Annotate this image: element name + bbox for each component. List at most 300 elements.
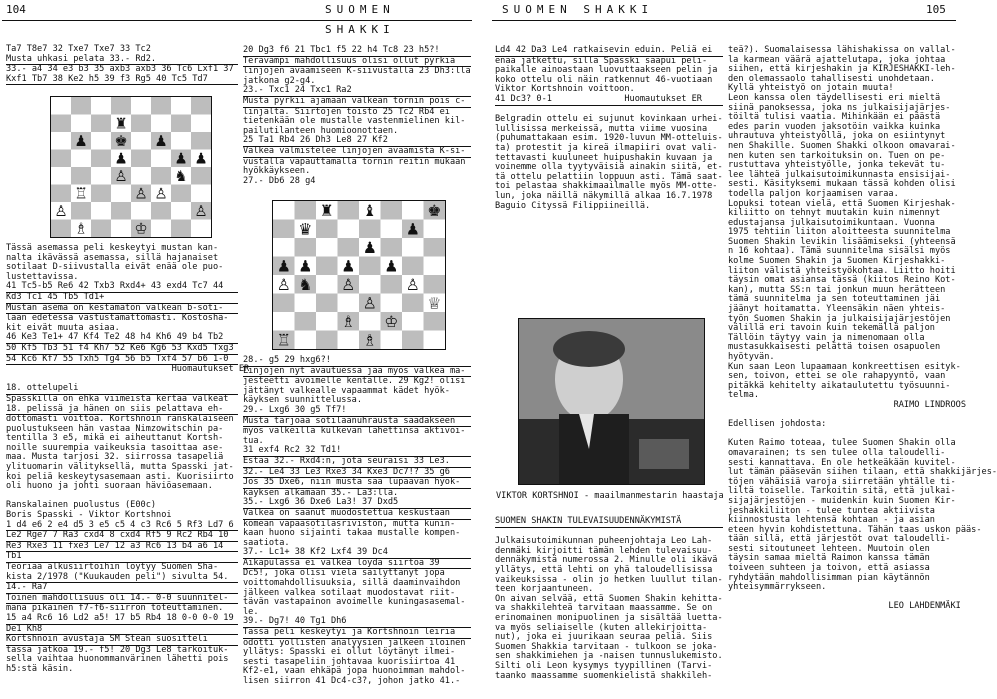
chess-piece: ♙ [114,167,128,185]
chess-piece: ♝ [362,200,377,220]
text-line: tävän vastapainon avoimelle kuningasasemal- [243,597,466,608]
text-line: SUOMEN SHAKIN TULEVAISUUDENNÄKYMISTÄ [495,517,723,528]
board-square [91,185,111,203]
text-line: 1 d4 e6 2 e4 d5 3 e5 c5 4 c3 Rc6 5 Rf3 Ld7 6 [6,521,238,532]
text-line: tua. [243,435,264,446]
text-line: Kyllä yhteistyö on jotain muuta! [728,83,894,94]
text-line: koi peliä keskeytysasemaan asti. Kuorisiirto [6,471,234,482]
text-line: Julkaisutoimikunnan puheenjohtaja Leo Lah- [495,536,713,547]
chess-piece: ♕ [427,293,442,313]
board-square [273,312,295,331]
column-1-bottom-text [6,243,250,696]
text-line: Linjojen nyt avautuessa jää myös valkea ma- [243,367,471,378]
text-line: Musta tarjoaa sotilaanuhrausta saadakseen [243,417,471,428]
text-line: enää jatkettu, sillä Spasski saapui peli- [495,55,708,66]
text-line: ryhdytään mahdollisimman pian käytännön [728,572,930,583]
text-line: mana pikainen f7-f6-siirron toteuttaminen. [6,603,224,614]
text-line: yhteisymmärrykseen. [728,582,827,593]
board-square [131,150,151,168]
text-line: Valkea valmistelee linjojen avaamista K-si- [243,147,471,158]
chess-piece: ♔ [384,311,399,331]
text-line: ylituomarin välityksellä, mutta Spasski jat- [6,462,234,473]
column-4-text [728,45,997,697]
text-line: jesteetti avoimelle kentälle. 29 Kg2! olisi [243,376,466,387]
text-line: tietenkään ole mustalle vastenmielinen kil- [243,116,466,127]
board-square [131,132,151,150]
text-line: Ta7 T8e7 32 Txe7 Txe7 33 Tc2 [6,44,151,54]
kortshnoi-photo [518,318,705,485]
text-line: tään sillä, että järjestöt ovat taloudelli- [728,534,951,545]
text-line: edustajansa julkaisutoimikuntaan. Vuonna [728,217,935,228]
text-line: kista 2/1978 ("Kuukauden peli") sivulta 54. [6,573,238,584]
chess-piece: ♚ [427,200,442,220]
chess-piece: ♖ [74,184,88,203]
chess-piece: ♟ [194,149,208,168]
chess-piece: ♙ [54,202,68,220]
text-line: jättänyt valkealle vapaammat kädet hyök- [243,385,450,396]
chess-piece: ♛ [298,219,313,239]
text-line: tä ottelu pelattiin loppuun asti. Tämä saat- [495,171,723,182]
text-line: 54 Kc6 Kf7 55 Txh5 Tg4 56 b5 Txf4 57 b6 1-0 [6,355,238,366]
board-square [71,150,91,168]
chess-piece: ♚ [114,132,128,150]
text-line: 31 exf4 Rc2 32 Td1! [243,446,471,457]
chess-piece: ♙ [154,184,168,203]
chess-piece: ♟ [74,132,88,150]
text-line: sotilaat D-siivustalla eivät enää ole puo- [6,262,224,273]
chess-piece: ♙ [194,202,208,220]
chess-piece: ♙ [362,293,377,313]
board-square [381,201,403,220]
text-line: mustasukkaisesti pelättä toisen osapuolen [728,342,941,353]
board-square [51,167,71,185]
text-line: Spasskilla on ehkä viimeistä kertaa valkeat [6,393,229,404]
board-square [273,220,295,239]
text-line: va myös seliaiselle (kuten allekirjoitta- [495,622,708,633]
text-line: 37.- Lc1+ 38 Kf2 Lxf4 39 Dc4 [243,548,471,559]
text-line: 14.- Ra7 [6,583,238,594]
text-line: Belgradin ottelu ei sujunut kovinkaan urhei- [495,114,723,125]
text-line: voinemme olla tyytyväisiä ainakin siitä, et- [495,162,723,173]
chess-piece: ♜ [114,114,128,133]
text-line: jälkeen valkea sotilaat muodostavat riit- [243,587,456,598]
chess-piece: ♜ [319,200,334,220]
board-square [381,331,403,350]
text-line: den olemassaolo tahallisesti unohdetaan. [728,73,935,84]
text-line: lut tämän pääsevän siihen tilaan, että shakkijärjes- [728,467,997,478]
board-square [91,132,111,150]
board-square [338,331,360,350]
chess-piece: ♟ [174,149,188,168]
board-square [51,115,71,133]
board-square [51,150,71,168]
board-square [91,150,111,168]
text-line: Toinen mahdollisuus oli 14.- 0-0 suunnitel- [6,594,238,605]
board-square [381,220,403,239]
text-line: töjen vähäisiä varoja siirretään yhtälle ti- [728,476,956,487]
text-line: välillä eri tavoin kuin tekemällä paljon [728,323,935,334]
board-square [51,220,71,238]
text-line: Re3 Rxe3 11 fxe3 Le7 12 a3 Rc6 13 b4 a6 14 [6,542,238,553]
text-line: erinomainen monipuolinen ja sisältää luetta- [495,612,723,623]
board-square [71,97,91,115]
text-line: dottomasti voittoa. Kortshnoin ranskalaiseen [6,414,234,425]
text-line: Boris Spasski - Viktor Kortshnoi [6,510,172,521]
text-line: Aikapulassa ei valkea löydä siirtoa 39 [243,559,471,570]
text-line: nut), joka ei juurikaan seuraa peliä. Siis [495,632,713,643]
board-square [131,202,151,220]
text-line: Kortshnoin avustaja SM Stean suositteli [6,635,238,646]
board-square [316,275,338,294]
text-line: sen shakkimiehen ja -naisen tunnuslukemisto. [495,651,723,662]
text-line: teen korjaantuneen. [495,584,594,595]
board-square [171,202,191,220]
board-square [151,115,171,133]
chess-piece: ♗ [362,330,377,350]
chess-piece: ♗ [341,311,356,331]
chess-piece: ♞ [174,167,188,185]
board-square [51,97,71,115]
text-line: myös valkeilla kulkevan lähettinsä aktivoi- [243,426,466,437]
text-line: Kuten Raimo toteaa, tulee Suomen Shakin olla [728,438,956,449]
text-line: De1 Kh8 [6,625,238,636]
text-line: koko ottelu oli näin ratkennut 46-vuotiaan [495,74,713,85]
text-line: 20 Dg3 f6 21 Tbc1 f5 22 h4 Tc8 23 h5?! [243,46,471,57]
text-line: Teoriaa alkusiirtoihin löytyy Suomen Sha- [6,562,219,572]
chess-piece: ♟ [341,256,356,276]
chess-piece: ♙ [276,274,291,294]
board-square [71,167,91,185]
text-line: Dc5!, joka olisi vielä säilyttänyt jopa [243,568,445,579]
board-square [381,275,403,294]
text-line: va shakkilehteä tarvitaan maassamme. Se on [495,603,713,614]
text-line: tässä jatkoa 19.- f5! 20 Dg3 Le8 tarkoituk- [6,644,229,655]
text-line: 32.- Le4 33 Le3 Rxe3 34 Kxe3 Dc7!? 35 g6 [243,468,471,479]
text-line: sesti sitoutuneet lehteen. Muutoin olen [728,543,930,554]
text-line: Le2 Rge7 7 Ra3 cxd4 8 cxd4 Rf5 9 Rc2 Rb4 10 [6,531,238,542]
text-line: Tällöin täytyy vain ja nimenomaan olla [728,332,925,343]
board-square [316,312,338,331]
chess-piece: ♞ [298,274,313,294]
text-line: uhrautuva yhteistyöllä, joka on esiintynyt [728,131,946,142]
board-square [424,220,446,239]
board-square [316,257,338,276]
text-line: käyksen suunnittelussa. [243,395,362,406]
text-line: Musta uhkasi pelata 33.- Rd2. [6,55,238,66]
text-line: käyksen alkamaan 35.- La3:lla. [243,487,399,498]
left-running-title: SUOMEN SHAKKI [325,3,395,36]
text-line: Leon kanssa olen täydellisesti eri mieltä [728,92,941,103]
text-line: rustuttava yhteistyölle, jonka tekevät tu- [728,160,946,171]
text-line: tettavasti kuuluneet huipushakin kuvaan ja [495,152,713,163]
text-line: Estää 32.- Rxd4:n, jota seuraisi 33 Le3. [243,457,471,468]
text-line: toiveen suhteen ja toivon, että asiassa [728,563,930,574]
text-line: Suomen Shakin levikin lisäämiseksi (yhteensä [728,236,956,247]
text-line: jäänyt hoitamatta. Yleensäkin näen yhteis- [728,304,946,315]
text-line: sen, toivon, ettei se ole rahapyyntö, vaan [728,371,946,382]
board-square [338,294,360,313]
text-line: Viktor Kortshnoin voittoon. [495,84,635,95]
text-line: taanko maassamme suomenkielistä shakkileh- [495,670,713,681]
text-line: Silti oli Leon kysymys tyypillinen (Tarvi- [495,660,713,671]
text-line: Tässä peli keskeytyi ja Kortshnoin leiriä [243,628,471,639]
text-line: maa. Musta tarjosi 32. siirrossa tasapeliä [6,452,224,463]
chess-piece: ♔ [134,219,148,238]
chess-piece: ♙ [405,274,420,294]
text-line: Ranskalainen puolustus (E00c) [6,500,157,511]
board-square [381,238,403,257]
text-line: todella paljon korjaamisen varaa. [728,188,899,199]
text-line: sesti tasapeliin johtavaa kuorisiirtoa 41 [243,656,456,667]
text-line: jatkona g2-g4. [243,75,316,86]
board-square [171,185,191,203]
board-square [131,115,151,133]
board-square [191,115,211,133]
board-square [338,220,360,239]
text-line: 35.- Lxg6 36 Dxe6 La3! 37 Dxd5 [243,498,471,509]
text-line: saatiota. [243,537,290,548]
text-line: kit eivät muuta asiaa. [6,322,120,333]
text-line: Suomen Shakkia tarvitaan - tulkoon se joka- [495,641,718,652]
board-square [402,257,424,276]
text-line: 1975 tehtiin liiton aloitteesta suunnitelma [728,227,951,238]
text-line: Kun saan Leon lupaamaan konkreettisen esityk- [728,361,961,372]
text-line: hyötyvän. [728,352,775,362]
text-line: tämä suunnitelma ja sen toteuttaminen jäi [728,294,941,305]
text-line: 41 Tc5-b5 Re6 42 Txb3 Rxd4+ 43 exd4 Tc7 44 [6,282,238,293]
board-square [273,294,295,313]
text-line: kiinnostusta lehtensä kohtaan - ja asian [728,515,935,526]
text-line: dennäkymistä numerossa 2. Minulle oli ikävä [495,555,718,566]
text-line: yllätys: Spasski ei ollut löytänyt ilmei- [243,647,456,658]
text-line: 27.- Db6 28 g4 [243,175,316,186]
text-line: Kxf1 Tb7 38 Ke2 h5 39 f3 Rg5 40 Tc5 Td7 [6,75,238,86]
right-page-header [490,0,960,20]
text-line: Baguio Cityssä Filippiineillä. [495,200,651,211]
text-line: (puhumattakaan esim. 1920-luvun MM-otteluis- [495,133,723,144]
text-line: 28.- g5 29 hxg6?! [243,356,471,367]
right-header-rule [492,20,956,21]
text-line: Valkea on saanut muodostettua keskustaan [243,509,471,520]
board-square [338,201,360,220]
board-square [402,201,424,220]
column-2-top-text [243,46,471,186]
chess-piece: ♟ [298,256,313,276]
board-square [359,220,381,239]
text-line: oli huono ja johti suoraan häviöasemaan. [6,481,213,492]
board-square [51,185,71,203]
text-line: lullisissa merkeissä, mutta viime vuosina [495,123,708,134]
text-line: Terävämpi mahdollisuus olisi ollut pyrkiä [243,57,471,68]
text-line: nen Shakille. Suomen Shakki olkoon omavarai- [728,140,956,151]
chess-piece: ♗ [74,219,88,238]
board-square [131,97,151,115]
text-line: noille suurempia vaikeuksia tasoittaa ase- [6,442,224,453]
board-square [381,294,403,313]
board-square [91,115,111,133]
text-line: voittomahdollisuuksia, sillä daaminvaihdon [243,578,461,589]
text-line: sella vaihtaa huonommanvärinen lähetti pois [6,654,229,665]
text-line: linjojen avaamiseen K-siivustalla 23 Dh3:lla [243,66,471,77]
text-line: Tässä asemassa peli keskeytyi mustan kan- [6,243,219,253]
text-line: vaikeuksissa - olin jo hetken luullut tilan- [495,574,723,585]
text-line: 23.- Txc1 24 Txc1 Ra2 [243,86,471,97]
board-square [171,220,191,238]
chess-board-2-svg [273,201,445,349]
column-3-bottom-text [495,517,723,697]
chess-piece: ♟ [114,149,128,168]
board-square [424,238,446,257]
text-line: Kf2-e1, vaan ehkäpä jopa huonoimman mahdol- [243,666,466,677]
board-square [316,331,338,350]
board-square [131,167,151,185]
board-square [71,115,91,133]
chess-board-1-svg [51,97,211,237]
board-square [295,312,317,331]
board-square [71,202,91,220]
text-line: ta) protestit ja kireä ilmapiiri ovat vali- [495,142,718,153]
text-line: sesti kannattava. En ole hetkeäkään kuvitel- [728,457,956,468]
text-line: lee lähteä julkaisutoimikunnasta ensisijai- [728,169,951,180]
photo-caption: VIKTOR KORTSHNOI - maailmanmestarin haastaja [496,491,724,501]
text-line: siinä panoksessa, joka ns julkaisijajärjes- [728,102,951,113]
text-line: h5:stä käsin. [6,663,74,674]
text-line: 41 Dc3? 0-1 Huomautukset ER [495,95,723,106]
board-square [171,97,191,115]
board-square [316,294,338,313]
portrait-illustration [519,319,704,484]
text-line: nalta ikävässä asemassa, sillä hajanaiset [6,252,219,263]
board-square [51,132,71,150]
text-line: Lopuksi totean vielä, että Suomen Kirjeshak- [728,198,956,209]
text-line: tentilla 3 e5, mikä ei aiheuttanut Kortsh- [6,433,224,444]
board-square [359,275,381,294]
text-line: liiton välistä yhteistyökohtaa. Liitto hoiti [728,265,956,276]
board-square [402,331,424,350]
text-line: pailutilanteen huomioonottaen. [243,125,399,136]
text-line: sijajärjestöjen - muidenkin kuin Suomen Kir- [728,495,956,506]
board-square [402,312,424,331]
board-square [295,201,317,220]
text-line: 18. pelissä ja hänen on siis pelattava eh- [6,405,238,416]
left-page-header [0,0,470,36]
text-line: jeshakkiliiton - tulee tuntea aktiivista [728,505,935,516]
text-line: le. [243,606,259,617]
text-line: 25 Ta1 Rb4 26 Dh3 Le8 27 Kf2 [243,136,471,147]
board-square [151,97,171,115]
right-page-number: 105 [926,3,946,16]
text-line: Jos 35 Dxe6, niin musta saa lupaavan hyök- [243,478,471,489]
text-line: On aivan selvää, että Suomen Shakin kehitta- [495,593,723,604]
board-square [338,238,360,257]
text-line: Ld4 42 Da3 Le4 ratkaisevin eduin. Peliä ei [495,46,723,57]
chess-diagram-1 [50,96,212,238]
text-line: töiltä tulisi vaatia. Mihinkään ei päästä [728,112,941,123]
text-line: lisen siirron 41 Dc4-c3?, johon jatko 41.- [243,676,461,686]
text-line: Mustan asema on kestämätön valkean b-soti- [6,304,238,315]
column-2-bottom-text [243,356,471,696]
text-line: siihen, että kirjeshakin ja KIRJESHAKKI-leh- [728,64,956,75]
text-line: eteen hyvin kohdistettuna. Tähän taas uskon pääs- [728,524,982,535]
board-square [91,167,111,185]
board-square [111,220,131,238]
text-line: linjalta. Siirtojen toisto 25 Tc2 Rb4 ei [243,106,450,117]
text-line: 29.- Lxg6 30 g5 Tf7! [243,406,471,417]
board-square [424,312,446,331]
text-line: LEO LAHDENMÄKI [728,601,961,612]
board-square [191,97,211,115]
board-square [402,238,424,257]
text-line: denmäki kirjoitti tämän lehden tulevaisuu- [495,545,713,556]
text-line: pitäkkä kehitelty aikataulutettu työsuunni- [728,380,951,391]
board-square [191,185,211,203]
chess-piece: ♖ [276,330,291,350]
text-line: Kd3 Tc1 45 Tb5 Td1+ [6,293,238,304]
text-line: Tb1 [6,552,238,563]
board-square [316,220,338,239]
board-square [91,220,111,238]
text-line: lun, joka näillä näkymillä alkaa 16.7.1978 [495,190,713,201]
board-square [295,294,317,313]
board-square [151,202,171,220]
board-square [359,257,381,276]
chess-diagram-2 [272,200,446,350]
text-line: kolme Suomen Shakin ja Suomen Kirjeshakki- [728,256,946,267]
board-square [171,132,191,150]
text-line: hyökkäykseen. [243,166,311,177]
chess-piece: ♟ [405,219,420,239]
text-line: yllätys, että lehti on yhä taloudellisissa [495,564,713,575]
text-line: la karmean väärä ajattelutapa, joka johtaa [728,54,946,65]
chess-piece: ♟ [276,256,291,276]
right-running-title: SUOMEN SHAKKI [502,3,654,16]
board-square [171,115,191,133]
board-square [402,294,424,313]
text-line: kaan huono sijainti takaa mustalle kompen- [243,528,461,539]
column-3-top-text [495,46,723,216]
text-line: kiliitto on tehnyt muutakin kuin nimennyt [728,208,941,219]
text-line: komean vapaasotilasrivistön, mutta kunin- [243,518,456,529]
board-square [359,312,381,331]
text-line: 46 Ke3 Te1+ 47 Kf4 Te2 48 h4 Kh6 49 b4 Tb2 [6,333,238,344]
text-line: työn Suomen Shakin ja julkaisijajärjestöjen [728,313,951,324]
text-line: vustalla vapauttamalla tornin reitin mukaan [243,156,466,167]
text-line: toi pelastaa shakkimaailmalle myös MM-otte- [495,181,718,192]
text-line: puolustukseen hän vastaa Nimzowitschin pa- [6,423,224,434]
text-line: kan), mutta SS:n tai jonkun muun herätteen [728,284,946,295]
text-line: paikalle ainoastaan luovuttaakseen pelin ja [495,65,718,76]
text-line: teä?). Suomalaisessa lähishakissa on vallal- [728,45,956,55]
text-line: RAIMO LINDROOS [728,399,966,410]
text-line: 33.- a4 34 e3 b3 35 axb3 axb3 36 Tc6 Lxf1 37 [6,64,234,75]
text-line: 50 Kf5 Tb3 51 f4 Kh7 52 Ke6 Kg6 53 Kxd5 Txg3 [6,344,238,355]
chess-piece: ♟ [384,256,399,276]
board-square [191,132,211,150]
text-line: Huomautukset ER [6,364,250,375]
chess-piece: ♟ [362,237,377,257]
board-square [273,238,295,257]
board-square [151,167,171,185]
board-square [424,275,446,294]
text-line: Musta pyrkii ajamaan valkean tornin pois c- [243,97,471,108]
left-header-rule [2,20,472,21]
text-line: nen kuten sen tarkoituksin on. Tuen on pe- [728,150,946,161]
text-line: n 16 kohtaa). Tämä suunnitelma sisälsi myös [728,246,951,257]
column-1-top-text [6,45,238,93]
board-square [295,238,317,257]
text-line: sesti. Käsityksemi mukaan tässä kohden olisi [728,179,956,190]
text-line: täysin omat asiansa tässä (kiitos Reino Kot- [728,275,956,286]
